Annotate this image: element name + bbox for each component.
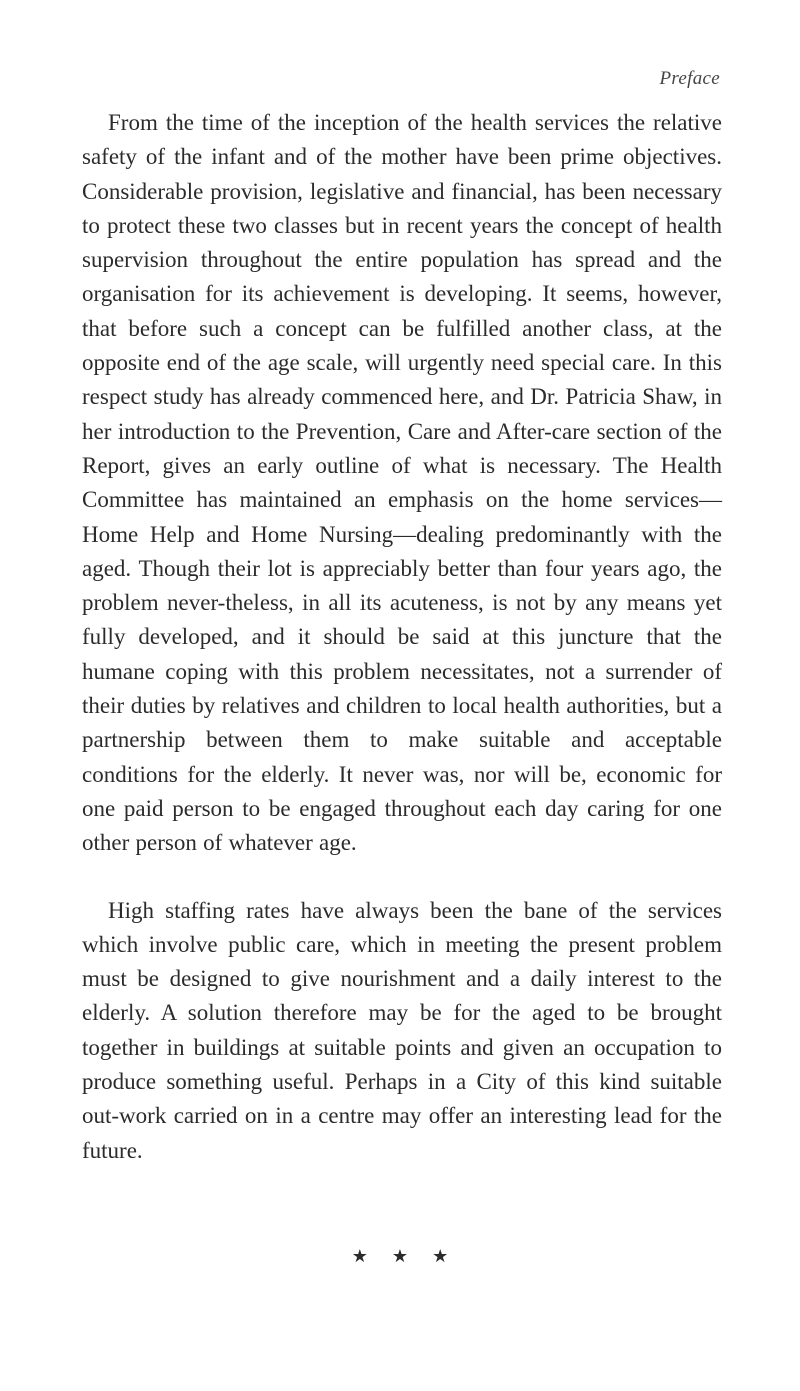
body-text [82, 106, 722, 1168]
star-icon: ★ [432, 1246, 473, 1267]
paragraph-1: From the time of the inception of the health services the relative safety of the infant and of the mother have been prime objectives. Considerable provision, legislative and financial, has been necessary to protect these two classes but in recent years the concept of health supervision throughout the entire population has spread and the organisation for its achievement is developing. It seems, however, that before such a concept can be fulfilled another class, at the opposite end of the age scale, will urgently need special care. In this respect study has already commenced here, and Dr. Patricia Shaw, in her introduction to the Prevention, Care and After-care section of the Report, gives an early outline of what is necessary. The Health Committee has maintained an emphasis on the home services—Home Help and Home Nursing—dealing predominantly with the aged. Though their lot is appreciably better than four years ago, the problem never-theless, in all its acuteness, is not by any means yet fully developed, and it should be said at this juncture that the humane coping with this problem necessitates, not a surrender of their duties by relatives and children to local health authorities, but a partnership between them to make suitable and acceptable conditions for the elderly. It never was, nor will be, economic for one paid person to be engaged throughout each day caring for one other person of whatever age. [82, 110, 722, 856]
section-break-ornament [0, 1246, 800, 1267]
running-head: Preface [659, 68, 720, 89]
star-icon: ★ [391, 1246, 433, 1267]
paragraph-2: High staffing rates have always been the bane of the services which involve public care, which in meeting the present problem must be designed to give nourishment and a daily interest to the elderly. A solution therefore may be for the aged to be brought together in buildings at suitable points and given an occupation to produce something useful. Perhaps in a City of this kind suitable out-work carried on in a centre may offer an interesting lead for the future. [82, 897, 722, 1163]
star-icon: ★ [351, 1246, 392, 1267]
